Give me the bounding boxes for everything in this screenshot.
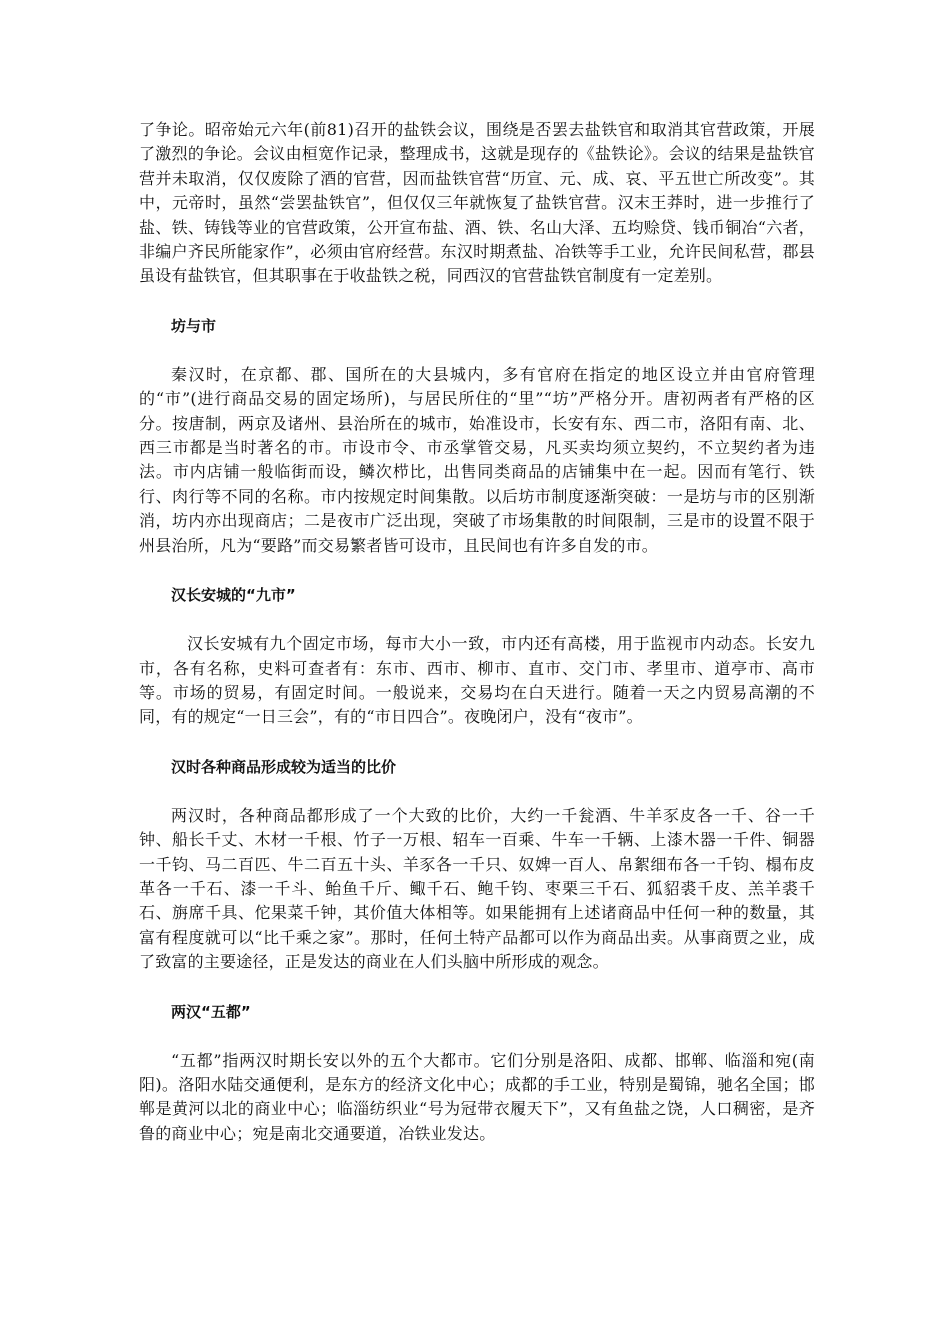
heading-five-capitals: 两汉“五都” [171,1002,251,1021]
paragraph-commodity-prices: 两汉时，各种商品都形成了一个大致的比价，大约一千瓮酒、牛羊豕皮各一千、谷一千钟、船长千丈、木材一千根、竹子一万根、轺车一百乘、牛车一千辆、上漆木器一千件、铜器一千钧、马二百匹、牛二百五十头、羊豕各一千只、奴婢一百人、帛絮细布各一千钧、榻布皮革各一千石、漆一千斗、鲐鱼千斤、鲰千石、鲍千钧、枣栗三千石、狐貂裘千皮、羔羊裘千石、旃席千具、佗果菜千钟，其价值大体相等。如果能拥有上述诸商品中任何一种的数量，其富有程度就可以“比千乘之家”。那时，任何土特产品都可以作为商品出卖。从事商贾之业，成了致富的主要途径，正是发达的商业在人们头脑中所形成的观念。 [139,805,815,972]
paragraph-nine-markets: 汉长安城有九个固定市场，每市大小一致，市内还有高楼，用于监视市内动态。长安九市，各有名称，史料可查者有：东市、西市、柳市、直市、交门市、孝里市、道亭市、高市等。市场的贸易，有固定时间。一般说来，交易均在白天进行。随着一天之内贸易高潮的不同，有的规定“一日三会”，有的“市日四合”。夜晚闭户，没有“夜市”。 [139,634,815,727]
paragraph-salt-iron-conference: 了争论。昭帝始元六年(前81)召开的盐铁会议，围绕是否罢去盐铁官和取消其官营政策，开展了激烈的争论。会议由桓宽作记录，整理成书，这就是现存的《盐铁论》。会议的结果是盐铁官营并未取消，仅仅废除了酒的官营，因而盐铁官营“历宣、元、成、哀、平五世亡所改变”。其中，元帝时，虽然“尝罢盐铁官”，但仅仅三年就恢复了盐铁官营。汉末王莽时，进一步推行了盐、铁、铸钱等业的官营政策，公开宣布盐、酒、铁、名山大泽、五均赊贷、钱币铜冶“六者，非编户齐民所能家作”，必须由官府经营。东汉时期煮盐、冶铁等手工业，允许民间私营，郡县虽设有盐铁官，但其职事在于收盐铁之税，同西汉的官营盐铁官制度有一定差别。 [139,120,815,286]
heading-fang-and-shi: 坊与市 [171,316,217,335]
paragraph-five-capitals: “五都”指两汉时期长安以外的五个大都市。它们分别是洛阳、成都、邯郸、临淄和宛(南阳)。洛阳水陆交通便利，是东方的经济文化中心；成都的手工业，特别是蜀锦，驰名全国；邯郸是黄河以北的商业中心；临淄纺织业“号为冠带衣履天下”，又有鱼盐之饶，人口稠密，是齐鲁的商业中心；宛是南北交通要道，冶铁业发达。 [139,1050,815,1143]
document-body [139,118,815,1146]
heading-nine-markets: 汉长安城的“九市” [171,586,296,605]
paragraph-fang-and-shi: 秦汉时，在京都、郡、国所在的大县城内，多有官府在指定的地区设立并由官府管理的“市”(进行商品交易的固定场所)，与居民所住的“里”“坊”严格分开。唐初两者有严格的区分。按唐制，两京及诸州、县治所在的城市，始准设市，长安有东、西二市，洛阳有南、北、西三市都是当时著名的市。市设市令、市丞掌管交易，凡买卖均须立契约，不立契约者为违法。市内店铺一般临街而设，鳞次栉比，出售同类商品的店铺集中在一起。因而有笔行、铁行、肉行等不同的名称。市内按规定时间集散。以后坊市制度逐渐突破：一是坊与市的区别渐消，坊内亦出现商店；二是夜市广泛出现，突破了市场集散的时间限制，三是市的设置不限于州县治所，凡为“要路”而交易繁者皆可设市，且民间也有许多自发的市。 [139,364,815,555]
heading-commodity-prices: 汉时各种商品形成较为适当的比价 [171,757,397,776]
